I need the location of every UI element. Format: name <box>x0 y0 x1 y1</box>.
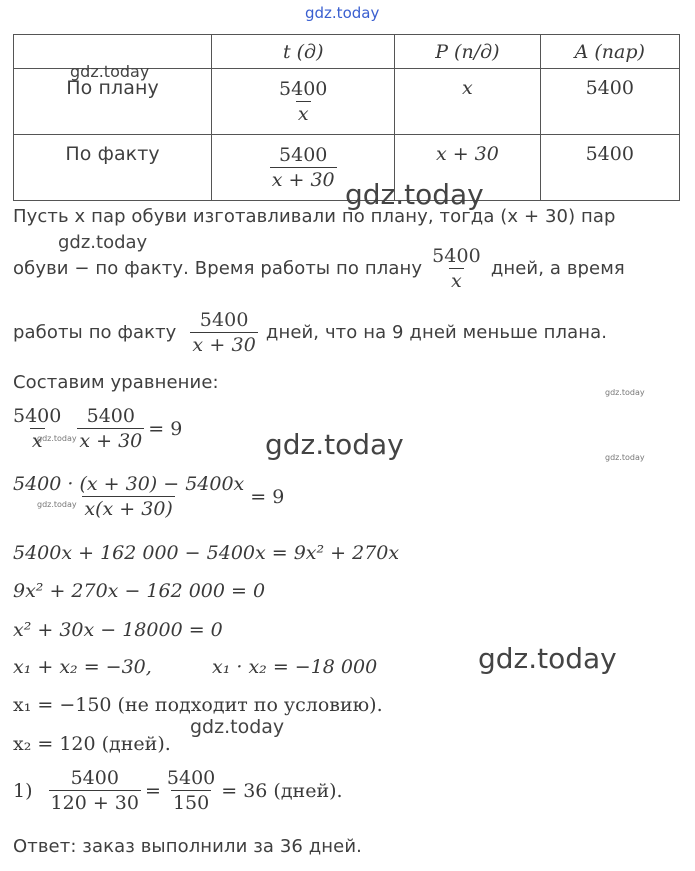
paragraph-line-2-post: дней, а время <box>490 258 625 279</box>
eq2-num: 5400 · (x + 30) − 5400x <box>13 473 245 495</box>
time-plan-num: 5400 <box>279 78 328 100</box>
cell-work-fact: 5400 <box>540 135 679 201</box>
equation-line-5: x² + 30x − 18000 = 0 <box>13 619 223 641</box>
step-1 <box>13 766 343 815</box>
cell-work-plan: 5400 <box>540 69 679 135</box>
watermark: gdz.today <box>70 62 150 81</box>
paragraph-line-2-pre: обуви − по факту. Время работы по плану <box>13 258 423 279</box>
table-header-productivity: P (п/д) <box>395 35 540 69</box>
vieta-product: x₁ · x₂ = −18 000 <box>212 656 378 678</box>
watermark: gdz.today <box>37 434 77 443</box>
eq2-den: x(x + 30) <box>84 498 173 520</box>
step-1-label: 1) <box>13 779 33 802</box>
step-frac2-num: 5400 <box>166 767 216 789</box>
cell-time-plan <box>212 69 395 135</box>
vieta-sum: x₁ + x₂ = −30, <box>13 656 152 678</box>
paragraph-line-1: Пусть x пар обуви изготавливали по плану, тогда (x + 30) пар <box>13 206 616 227</box>
step-frac1-num: 5400 <box>70 767 119 789</box>
watermark: gdz.today <box>190 716 285 738</box>
plan-time-den: x <box>451 270 462 292</box>
watermark: gdz.today <box>605 453 645 462</box>
watermark: gdz.today <box>265 428 404 461</box>
row-label-fact: По факту <box>14 135 212 201</box>
step-equals: = <box>144 779 161 802</box>
step-frac2-den: 150 <box>172 792 210 814</box>
step-result: = 36 (дней). <box>221 779 343 802</box>
root-1: x₁ = −150 (не подходит по условию). <box>13 694 383 716</box>
table-header-work: A (пар) <box>540 35 679 69</box>
compose-heading: Составим уравнение: <box>13 372 219 393</box>
time-fact-num: 5400 <box>279 144 328 166</box>
watermark: gdz.today <box>605 388 645 397</box>
paragraph-line-3-post: дней, что на 9 дней меньше плана. <box>265 322 608 343</box>
fact-time-den: x + 30 <box>192 334 256 356</box>
watermark: gdz.today <box>37 500 77 509</box>
fact-time-num: 5400 <box>199 309 249 331</box>
eq2-rhs: = 9 <box>250 485 285 508</box>
watermark-top: gdz.today <box>305 4 380 22</box>
equation-line-4: 9x² + 270x − 162 000 = 0 <box>13 580 266 602</box>
time-fact-den: x + 30 <box>271 169 335 191</box>
cell-prod-plan: x <box>395 69 540 135</box>
plan-time-num: 5400 <box>432 245 481 267</box>
equation-1 <box>11 404 182 453</box>
eq1-f2-den: x + 30 <box>79 430 143 452</box>
equation-2 <box>11 472 284 521</box>
row-label-plan: По плану <box>14 69 212 135</box>
table-header-time: t (д) <box>212 35 395 69</box>
data-table <box>13 34 680 201</box>
paragraph-line-3-pre: работы по факту <box>13 322 177 343</box>
eq1-f1-den: x <box>31 430 43 452</box>
watermark: gdz.today <box>478 642 617 675</box>
watermark: gdz.today <box>345 178 484 211</box>
time-plan-den: x <box>297 103 309 125</box>
equation-line-3: 5400x + 162 000 − 5400x = 9x² + 270x <box>13 542 400 564</box>
eq1-f1-num: 5400 <box>13 405 62 427</box>
eq1-f2-num: 5400 <box>86 405 135 427</box>
watermark: gdz.today <box>58 232 148 253</box>
step-frac1-den: 120 + 30 <box>50 792 139 814</box>
root-2: x₂ = 120 (дней). <box>13 733 171 755</box>
eq1-rhs: = 9 <box>148 417 183 440</box>
answer: Ответ: заказ выполнили за 36 дней. <box>13 836 362 857</box>
paragraph-line-3 <box>13 308 607 357</box>
cell-prod-fact: x + 30 <box>395 135 540 201</box>
